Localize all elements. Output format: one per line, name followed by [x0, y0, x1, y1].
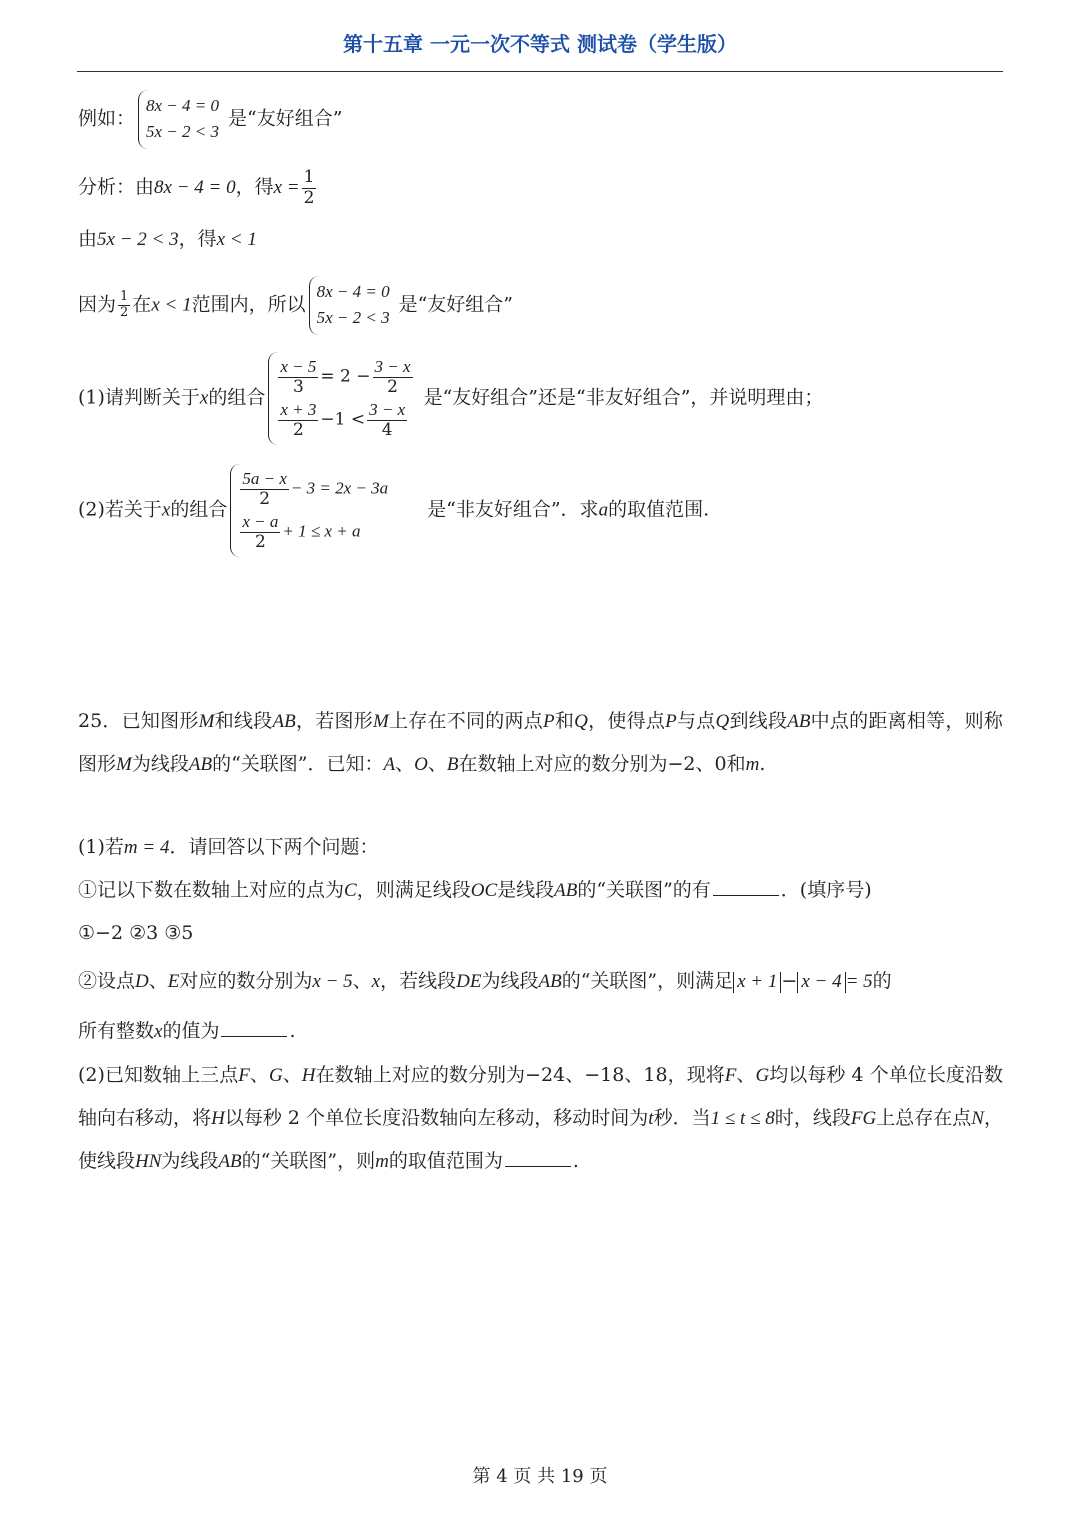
q1-text: 的组合 [208, 386, 266, 409]
p25-1b-var: x [154, 1021, 163, 1042]
p25-1b-var: AB [538, 971, 562, 992]
problem-25-stem [78, 700, 1003, 786]
p25-text: ，若图形 [295, 710, 373, 732]
fraction-numerator: 1 [120, 289, 129, 304]
analysis-text: 因为 [78, 293, 117, 316]
q1-var: x [199, 387, 209, 409]
fraction [367, 400, 407, 440]
fraction-numerator: 3 − x [374, 357, 411, 376]
p25-2-text: 秒．当 [653, 1107, 711, 1129]
question-2 [78, 464, 709, 557]
analysis-text: 由 [78, 228, 98, 250]
p25-text: 到线段 [729, 710, 788, 732]
p25-2-var: m [375, 1151, 389, 1172]
p25-2-text: 、 [736, 1064, 756, 1086]
q1-operator: −1 < [320, 409, 366, 430]
p25-1-text: (1)若 [78, 836, 124, 858]
analysis-text: ，得 [235, 176, 274, 199]
problem-25-part-1 [78, 836, 378, 860]
p25-2-text: . [572, 1150, 579, 1172]
system-eq-2: 5x − 2 < 3 [316, 307, 390, 327]
fraction-denominator: 2 [292, 419, 304, 440]
p25-1a-text: ，则满足线段 [356, 879, 471, 901]
p25-var: P [665, 711, 677, 732]
q1-system [268, 352, 420, 445]
fraction-denominator: 2 [387, 376, 398, 397]
p25-2-text: 在数轴上对应的数分别为−24、−18、18，现将 [315, 1064, 725, 1086]
analysis-range: x < 1 [151, 294, 192, 316]
q1-row-2 [276, 400, 414, 440]
analysis-result: x < 1 [216, 229, 257, 250]
q2-system [230, 464, 424, 557]
fraction-denominator: 2 [254, 531, 266, 552]
fraction [278, 357, 318, 397]
p25-1b-text: 、 [148, 970, 168, 992]
p25-2-var: G [268, 1065, 283, 1086]
p25-1a-text: 的“关联图”的有 [577, 879, 711, 901]
p25-text: 和 [554, 710, 575, 732]
problem-25-options: ①−2 ②3 ③5 [78, 922, 194, 944]
q2-a-var: a [598, 499, 609, 521]
analysis-line-3 [78, 276, 513, 335]
p25-2-text: 的“关联图”，则 [241, 1150, 376, 1172]
answer-blank[interactable] [713, 895, 779, 896]
analysis-text: 在 [132, 293, 152, 316]
p25-1b-text: ②设点 [78, 970, 136, 992]
fraction [373, 357, 413, 397]
fraction-denominator: 3 [292, 376, 304, 397]
p25-text: 中点的距离相等，则称图形 [78, 710, 1003, 775]
p25-2-var: t [648, 1108, 654, 1129]
p25-var: m [745, 754, 760, 775]
p25-2-var: N [971, 1108, 984, 1129]
p25-1b-operator: − [781, 970, 798, 992]
q2-suffix: 的取值范围. [608, 498, 710, 521]
fraction-half [302, 168, 317, 208]
p25-var: P [543, 711, 555, 732]
p25-2-text: 为线段 [161, 1150, 219, 1172]
p25-1b-text: ，若线段 [380, 970, 457, 992]
p25-var: Q [715, 711, 730, 732]
p25-1b-text: . [289, 1020, 296, 1042]
p25-1b-var: x [371, 971, 381, 992]
example-intro: 例如： [78, 107, 136, 130]
analysis-text: ，得 [178, 228, 217, 250]
p25-1b-text: 、 [352, 970, 372, 992]
page-header-title: 第十五章 一元一次不等式 测试卷（学生版） [343, 32, 737, 56]
p25-1a-var: C [344, 880, 357, 901]
absolute-value: x + 1 [733, 972, 781, 993]
q2-equation-rest: − 3 = 2x − 3a [290, 478, 389, 498]
p25-var: M [198, 711, 215, 732]
p25-1a-text: ．(填序号) [780, 879, 872, 901]
p25-2-var: AB [218, 1151, 242, 1172]
p25-text: . [759, 753, 766, 775]
analysis-line-1 [78, 168, 318, 208]
header-divider [77, 71, 1003, 72]
question-1 [78, 352, 823, 445]
analysis-equation: 5x − 2 < 3 [97, 229, 179, 250]
p25-var: AB [272, 711, 296, 732]
fraction-denominator: 2 [259, 488, 271, 509]
q1-suffix: 是“友好组合”还是“非友好组合”，并说明理由； [423, 386, 824, 409]
p25-1b-text: 的 [872, 970, 892, 992]
p25-var: Q [574, 711, 588, 732]
q2-inequality-rest: + 1 ≤ x + a [282, 521, 361, 541]
problem-25-part-1a [78, 879, 872, 903]
p25-2-text: ，使线段 [78, 1107, 1003, 1172]
p25-var: A [383, 754, 396, 775]
p25-var: M [116, 754, 132, 775]
example-eq-1: 8x − 4 = 0 [146, 96, 220, 115]
p25-2-var: F [724, 1065, 737, 1086]
p25-var: AB [188, 754, 213, 775]
fraction-numerator: 5a − x [242, 469, 287, 488]
answer-blank[interactable] [221, 1036, 287, 1037]
p25-1-text: ．请回答以下两个问题： [169, 836, 379, 858]
p25-1b-eq: = 5 [845, 971, 873, 992]
p25-var: M [372, 711, 389, 732]
absolute-value: x − 4 [797, 972, 845, 993]
analysis-equation: 8x − 4 = 0 [154, 177, 236, 199]
p25-1a-var: AB [554, 880, 578, 901]
p25-1a-var: OC [470, 880, 498, 901]
fraction-denominator: 2 [120, 304, 129, 320]
p25-2-text: 均以每秒 4 个单位长度沿数轴向右移动，将 [78, 1064, 1003, 1129]
p25-1b-text: 所有整数 [78, 1020, 155, 1042]
system-eq-1: 8x − 4 = 0 [316, 282, 390, 301]
p25-2-text: 时，线段 [774, 1107, 851, 1129]
p25-2-var: F [238, 1065, 250, 1086]
example-eq-2: 5x − 2 < 3 [146, 121, 220, 141]
p25-1b-var: D [135, 971, 149, 992]
p25-text: 在数轴上对应的数分别为 [458, 753, 668, 775]
p25-text: 和线段 [214, 710, 273, 732]
p25-text: 的“关联图”．已知： [212, 753, 384, 775]
p25-1b-expr: x − 5 [312, 971, 353, 992]
problem-25-part-2 [78, 1054, 1003, 1183]
fraction-denominator: 2 [303, 187, 315, 208]
fraction-numerator: x − a [242, 512, 279, 532]
fraction-denominator: 4 [381, 419, 393, 440]
p25-1b-text: 对应的数分别为 [179, 970, 313, 992]
p25-2-var: HN [135, 1151, 162, 1172]
example-suffix: 是“友好组合” [228, 107, 343, 130]
fraction-half [118, 290, 130, 321]
p25-1b-text: 的“关联图”，则满足 [561, 970, 734, 992]
p25-1b-text: 为线段 [481, 970, 539, 992]
p25-2-range: 1 ≤ t ≤ 8 [710, 1108, 775, 1129]
p25-2-var: G [755, 1065, 770, 1086]
example-line [78, 90, 342, 149]
problem-25-part-1b [78, 970, 892, 994]
p25-1b-text: 的值为 [162, 1020, 220, 1042]
p25-text: 上存在不同的两点 [388, 710, 544, 732]
p25-2-text: 、 [249, 1064, 269, 1086]
q2-var: x [161, 499, 171, 521]
p25-text: 、 [427, 753, 447, 775]
p25-2-text: 上总存在点 [876, 1107, 972, 1129]
p25-text: 、 [395, 753, 415, 775]
p25-1a-text: 是线段 [497, 879, 555, 901]
p25-text: ，使得点 [587, 710, 666, 732]
q2-text: (2)若关于 [78, 498, 162, 521]
analysis-line-2 [78, 228, 257, 252]
fraction-numerator: 3 − x [369, 400, 406, 420]
example-system [138, 90, 225, 149]
p25-2-text: 以每秒 2 个单位长度沿数轴向左移动，移动时间为 [224, 1107, 649, 1129]
analysis-suffix: 是“友好组合” [398, 293, 514, 316]
fraction-numerator: x + 3 [280, 400, 317, 420]
q1-row-1 [276, 357, 414, 397]
fraction-numerator: 1 [303, 167, 315, 187]
analysis-system [309, 276, 396, 335]
p25-2-var: H [301, 1065, 316, 1086]
page-footer: 第 4 页 共 19 页 [472, 1466, 608, 1487]
analysis-text: 分析：由 [78, 176, 155, 199]
fraction [278, 400, 318, 440]
q1-operator: = 2 − [320, 366, 371, 387]
fraction [240, 469, 289, 509]
p25-var: AB [787, 711, 811, 732]
p25-2-text: 、 [282, 1064, 302, 1086]
fraction [240, 512, 280, 552]
p25-2-text: 的取值范围为 [388, 1150, 503, 1172]
q2-row-1 [238, 469, 388, 509]
q2-suffix: 是“非友好组合”．求 [427, 498, 599, 521]
q2-text: 的组合 [170, 498, 228, 521]
p25-text: 和 [726, 753, 746, 775]
p25-1a-text: ①记以下数在数轴上对应的点为 [78, 879, 345, 901]
p25-text: 25．已知图形 [78, 710, 199, 732]
p25-1b-var: DE [456, 971, 482, 992]
fraction-numerator: x − 5 [280, 357, 317, 376]
p25-var: O [414, 754, 428, 775]
analysis-result: x = [273, 177, 300, 199]
answer-blank[interactable] [505, 1166, 571, 1167]
q2-row-2 [238, 512, 388, 552]
p25-2-var: H [211, 1108, 225, 1129]
p25-1-condition: m = 4 [123, 837, 170, 858]
p25-values: −2、0 [667, 753, 727, 775]
p25-2-var: FG [850, 1108, 877, 1129]
analysis-text: 范围内，所以 [191, 293, 306, 316]
problem-25-part-1b-cont [78, 1020, 296, 1044]
p25-1b-var: E [167, 971, 180, 992]
p25-text: 与点 [676, 710, 716, 732]
p25-var: B [446, 754, 459, 775]
q1-text: (1)请判断关于 [78, 386, 200, 409]
p25-2-text: (2)已知数轴上三点 [78, 1064, 239, 1086]
p25-text: 为线段 [131, 753, 189, 775]
